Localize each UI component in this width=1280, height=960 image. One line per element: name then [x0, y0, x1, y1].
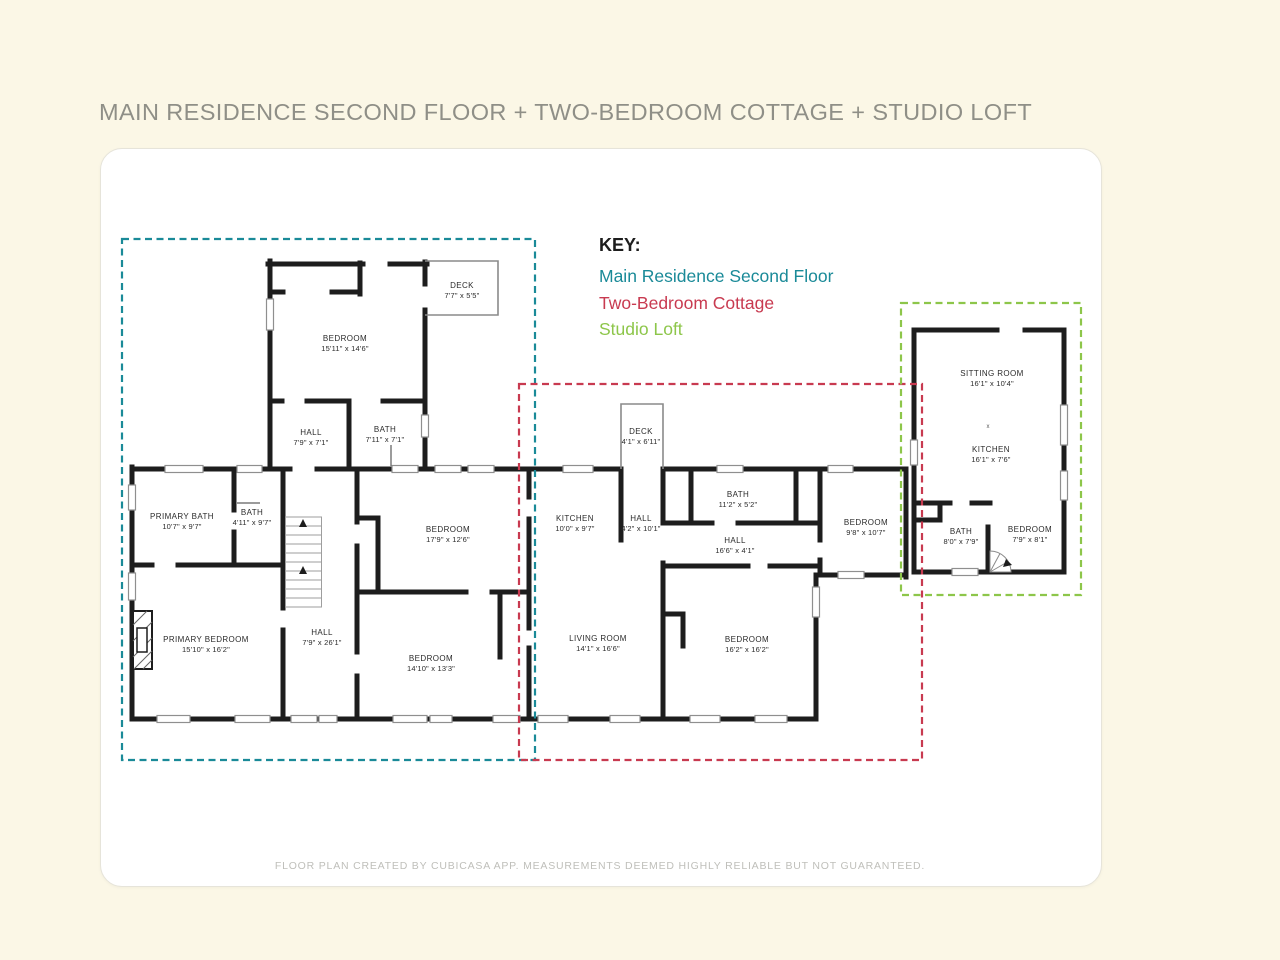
- room-label: BEDROOM 16'2" x 16'2": [724, 634, 770, 655]
- main-residence-outline: [122, 239, 535, 760]
- loft-marker: x: [986, 424, 990, 430]
- room-label: PRIMARY BEDROOM 15'10" x 16'2": [163, 634, 249, 655]
- room-label: BATH 8'0" x 7'9": [943, 526, 979, 547]
- loft-walls: [914, 330, 1064, 572]
- main-deck-outline: [425, 261, 498, 315]
- room-label: HALL 7'9" x 26'1": [302, 627, 342, 648]
- fixtures: [237, 445, 391, 503]
- room-label: BEDROOM 7'9" x 8'1": [1007, 524, 1053, 545]
- key-item-cottage: Two-Bedroom Cottage: [599, 292, 775, 313]
- key-item-studio-loft: Studio Loft: [599, 319, 683, 339]
- cottage-deck-outline: [621, 404, 663, 469]
- staircase: [286, 517, 322, 607]
- spiral-staircase: [990, 551, 1012, 572]
- room-label: HALL 7'9" x 7'1": [293, 427, 329, 448]
- room-label: BEDROOM 14'10" x 13'3": [406, 653, 456, 674]
- room-label: BATH 7'11" x 7'1": [365, 424, 405, 445]
- room-label: KITCHEN 10'0" x 9'7": [555, 513, 595, 534]
- room-label: BATH 4'11" x 9'7": [232, 507, 272, 528]
- room-label: BEDROOM 15'11" x 14'6": [321, 333, 369, 354]
- key-item-main-residence: Main Residence Second Floor: [599, 266, 834, 286]
- wing-walls: [268, 261, 427, 467]
- room-label: KITCHEN 16'1" x 7'6": [971, 444, 1011, 465]
- room-label: LIVING ROOM 14'1" x 16'6": [569, 633, 627, 654]
- room-label: BEDROOM 9'8" x 10'7": [843, 517, 889, 538]
- disclaimer-text: FLOOR PLAN CREATED BY CUBICASA APP. MEASUREMENTS DEEMED HIGHLY RELIABLE BUT NOT GUARANTEED.: [274, 860, 926, 872]
- cottage-interior-walls: [621, 469, 820, 717]
- room-label: SITTING ROOM 16'1" x 10'4": [960, 368, 1024, 389]
- page-title: MAIN RESIDENCE SECOND FLOOR + TWO-BEDROOM COTTAGE + STUDIO LOFT: [99, 99, 1033, 125]
- main-interior-walls: [132, 469, 529, 717]
- key-legend: [599, 235, 833, 343]
- chimney: [133, 611, 152, 669]
- room-label: DECK 4'1" x 6'11": [621, 426, 661, 447]
- key-heading: KEY:: [599, 235, 641, 255]
- room-label: HALL 4'2" x 10'1": [621, 513, 661, 534]
- room-label: BEDROOM 17'9" x 12'6": [425, 524, 471, 545]
- room-label: PRIMARY BATH 10'7" x 9'7": [150, 511, 214, 532]
- room-label: DECK 7'7" x 5'5": [444, 280, 480, 301]
- room-label: BATH 11'2" x 5'2": [718, 489, 758, 510]
- room-label: HALL 16'6" x 4'1": [715, 535, 755, 556]
